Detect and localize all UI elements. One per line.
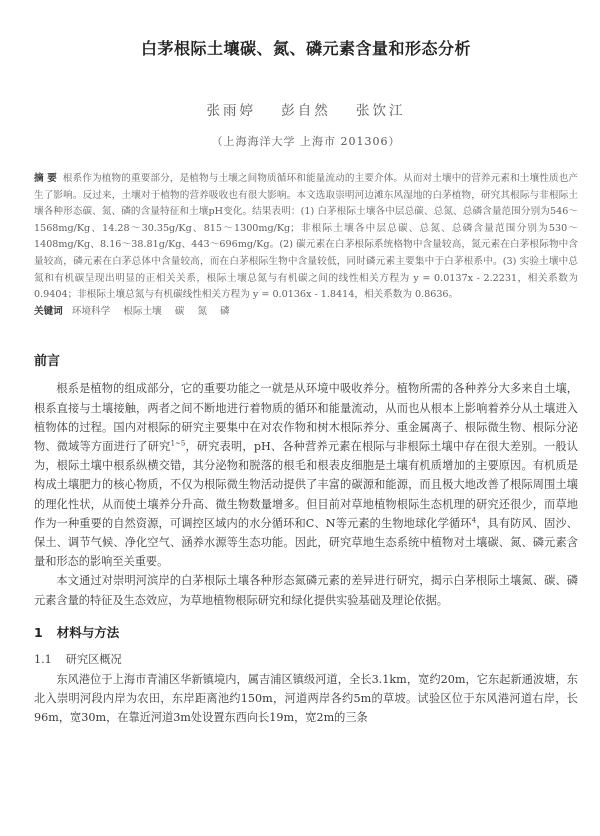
section-1-heading (34, 623, 578, 641)
paper-authors: 张雨婷 彭自然 张饮江 (206, 103, 406, 119)
foreword-paragraph-1 (34, 379, 578, 571)
section-1-1-paragraph: 东风港位于上海市青浦区华新镇境内，属吉浦区镇级河道，全长3.1km，宽约20m，它东起新通波塘，东北入崇明河段内岸为农田，东岸距离池约150m，河道两岸各约5m的草坡。试验区位于东风港河道右岸，长96m，宽30m，在靠近河道3m处设置东西向长19m，宽2m的三条 (34, 672, 578, 725)
paper-title: 白茅根际土壤碳、氮、磷元素含量和形态分析 (140, 39, 471, 58)
keyword: 磷 (220, 305, 230, 317)
abstract (34, 171, 578, 304)
citation-ref: 1~5 (170, 439, 186, 448)
keyword: 氮 (197, 305, 207, 317)
section-title: 材料与方法 (56, 624, 120, 640)
foreword-text-end: ，具有防风、固沙、保土、调节气候、净化空气、涵养水源等生态功能。因此，研究草地生态系统中植物对土壤碳、氮、磷元素含量和形态的影响至关重要。 (34, 516, 578, 569)
keywords-label: 关键词 (34, 305, 63, 317)
keyword: 根际土壤 (123, 305, 162, 317)
foreword-text-cont: ，研究表明，pH、各种营养元素在根际与非根际土壤中存在很大差别。一般认为，根际土壤中根系纵横交错，其分泌物和脱落的根毛和根表皮细胞是土壤有机质增加的主要原因。有机质是构成土壤肥力的核心物质，不仅为根际微生物活动提供了丰富的碳源和能源，而且极大地改善了根际周围土壤的理化性状，从而使土壤养分升高、微生物数量增多。但目前对草地植物根际生态机理的研究还很少，而草地作为一种重要的自然资源，可调控区域内的水分循环和C、N等元素的生物地球化学循环 (34, 439, 578, 530)
foreword-heading: 前言 (34, 354, 61, 370)
paper-affiliation: （上海海洋大学 上海市 201306） (211, 135, 401, 148)
subsection-title: 研究区概况 (65, 652, 122, 666)
keyword: 环境科学 (71, 305, 111, 317)
section-number: 1 (34, 624, 43, 640)
abstract-text: 根系作为植物的重要部分，是植物与土壤之间物质循环和能量流动的主要介体。从而对土壤中的营养元素和土壤性质也产生了影响。反过来，土壤对于植物的营养吸收也有很大影响。本文选取崇明河边滩东风湿地的白茅植物，研究其根际与非根际土壤各种形态碳、氮、磷的含量特征和土壤pH变化。结果表明：(1) 白茅根际土壤各中层总碳、总氮、总磷含量范围分别为546～1568mg/Kg、14.28～30.35g/Kg、815～1300mg/Kg；非根际土壤各中层总碳、总氮、总磷含量范围分别为530～1408mg/Kg、8.16～38.81g/Kg、443～696mg/Kg。(2) 碳元素在白茅根际系统格物中含量较高，氮元素在白茅根际物中含量较高，磷元素在白茅总体中含量较高，而在白茅根际生物中含量较低，同时磷元素主要集中于白茅根系中。(3) 实验土壤中总氮和有机碳呈现出明显的正相关关系，根际土壤总氮与有机碳之间的线性相关方程为 y = 0.0137x - 2.2231，相关系数为 0.9404；非根际土壤总氮与有机碳线性相关方程为 y = 0.0136x - 1.8414，相关系数为 0.8636。 (34, 173, 579, 301)
foreword-body (34, 379, 578, 609)
citation-ref: 4 (471, 516, 477, 525)
keyword: 碳 (174, 305, 185, 317)
section-1-1-body (34, 670, 578, 728)
section-1-1-heading (34, 651, 578, 667)
subsection-number: 1.1 (34, 652, 52, 666)
foreword-paragraph-2: 本文通过对崇明河滨岸的白茅根际土壤各种形态氮磷元素的差异进行研究，揭示白茅根际土壤氮、碳、磷元素含量的特征及生态效应，为草地植物根际研究和绿化提供实验基础及理论依据。 (34, 574, 578, 607)
abstract-label: 摘 要 (34, 173, 57, 184)
foreword-text: 根系是植物的组成部分，它的重要功能之一就是从环境中吸收养分。植物所需的各种养分大多来自土壤，根系直接与土壤接触，两者之间不断地进行着物质的循环和能量流动，从而也从根本上影响着养分从土壤进入植物体的过程。国内对根际的研究主要集中在对农作物和树木根际养分、重金属离子、根际微生物、根际分泌物、微域等方面进行了研究 (34, 382, 578, 453)
keywords (34, 304, 578, 321)
